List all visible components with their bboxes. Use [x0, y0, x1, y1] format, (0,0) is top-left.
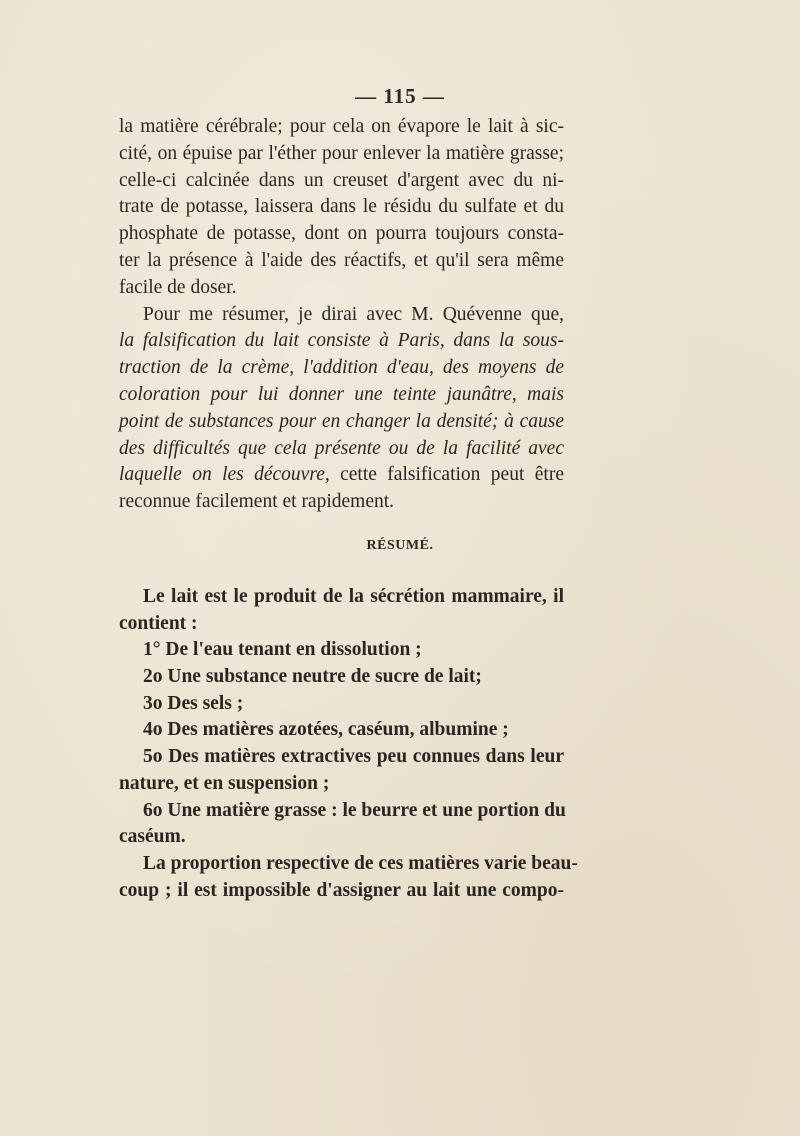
summary-line: caséum. — [119, 826, 186, 848]
summary-text — [119, 584, 578, 904]
summary-line: La proportion respective de ces matières varie beau- — [143, 852, 578, 874]
text-line-italic: la falsification du lait consiste à Paris, dans la sous- — [119, 330, 564, 352]
text-line: la matière cérébrale; pour cela on évapore le lait à sic- — [119, 116, 564, 137]
summary-line: nature, et en suspension ; — [119, 772, 330, 794]
text-line: celle-ci calcinée dans un creuset d'argent avec du ni- — [119, 169, 564, 191]
summary-line: contient : — [119, 612, 198, 634]
text-line-italic: coloration pour lui donner une teinte jaunâtre, mais — [119, 383, 564, 405]
text-line: phosphate de potasse, dont on pourra toujours consta- — [119, 223, 564, 245]
plain-run: cette falsification peut être — [329, 464, 564, 486]
summary-line: coup ; il est impossible d'assigner au lait une compo- — [119, 879, 564, 901]
text-line: reconnue facilement et rapidement. — [119, 491, 395, 513]
text-line: cité, on épuise par l'éther pour enlever la matière grasse; — [119, 142, 564, 164]
text-line-italic: traction de la crème, l'addition d'eau, des moyens de — [119, 357, 564, 379]
section-heading: RÉSUMÉ. — [366, 538, 434, 553]
summary-line: Le lait est le produit de la sécrétion mammaire, il — [143, 586, 564, 607]
text-line: Pour me résumer, je dirai avec M. Quévenne que, — [143, 303, 564, 325]
text-line-italic: point de substances pour en changer la densité; à cause — [119, 410, 564, 432]
italic-run: laquelle on les découvre, — [119, 464, 330, 486]
summary-item: 1° De l'eau tenant en dissolution ; — [143, 639, 422, 661]
body-text — [119, 114, 564, 516]
summary-item: 4o Des matières azotées, caséum, albumine ; — [143, 719, 509, 741]
text-line-italic: des difficultés que cela présente ou de la facilité avec — [119, 437, 564, 459]
summary-item: 6o Une matière grasse : le beurre et une portion du — [143, 799, 566, 821]
summary-item: 2o Une substance neutre de sucre de lait; — [143, 666, 482, 688]
text-line-mixed — [119, 462, 564, 489]
text-line: trate de potasse, laissera dans le résidu du sulfate et du — [119, 196, 564, 218]
text-line: facile de doser. — [119, 276, 237, 298]
page-number: — 115 — — [355, 84, 445, 108]
summary-item: 5o Des matières extractives peu connues dans leur — [143, 746, 564, 768]
text-line: ter la présence à l'aide des réactifs, et qu'il sera même — [119, 249, 564, 271]
summary-item: 3o Des sels ; — [143, 692, 244, 714]
